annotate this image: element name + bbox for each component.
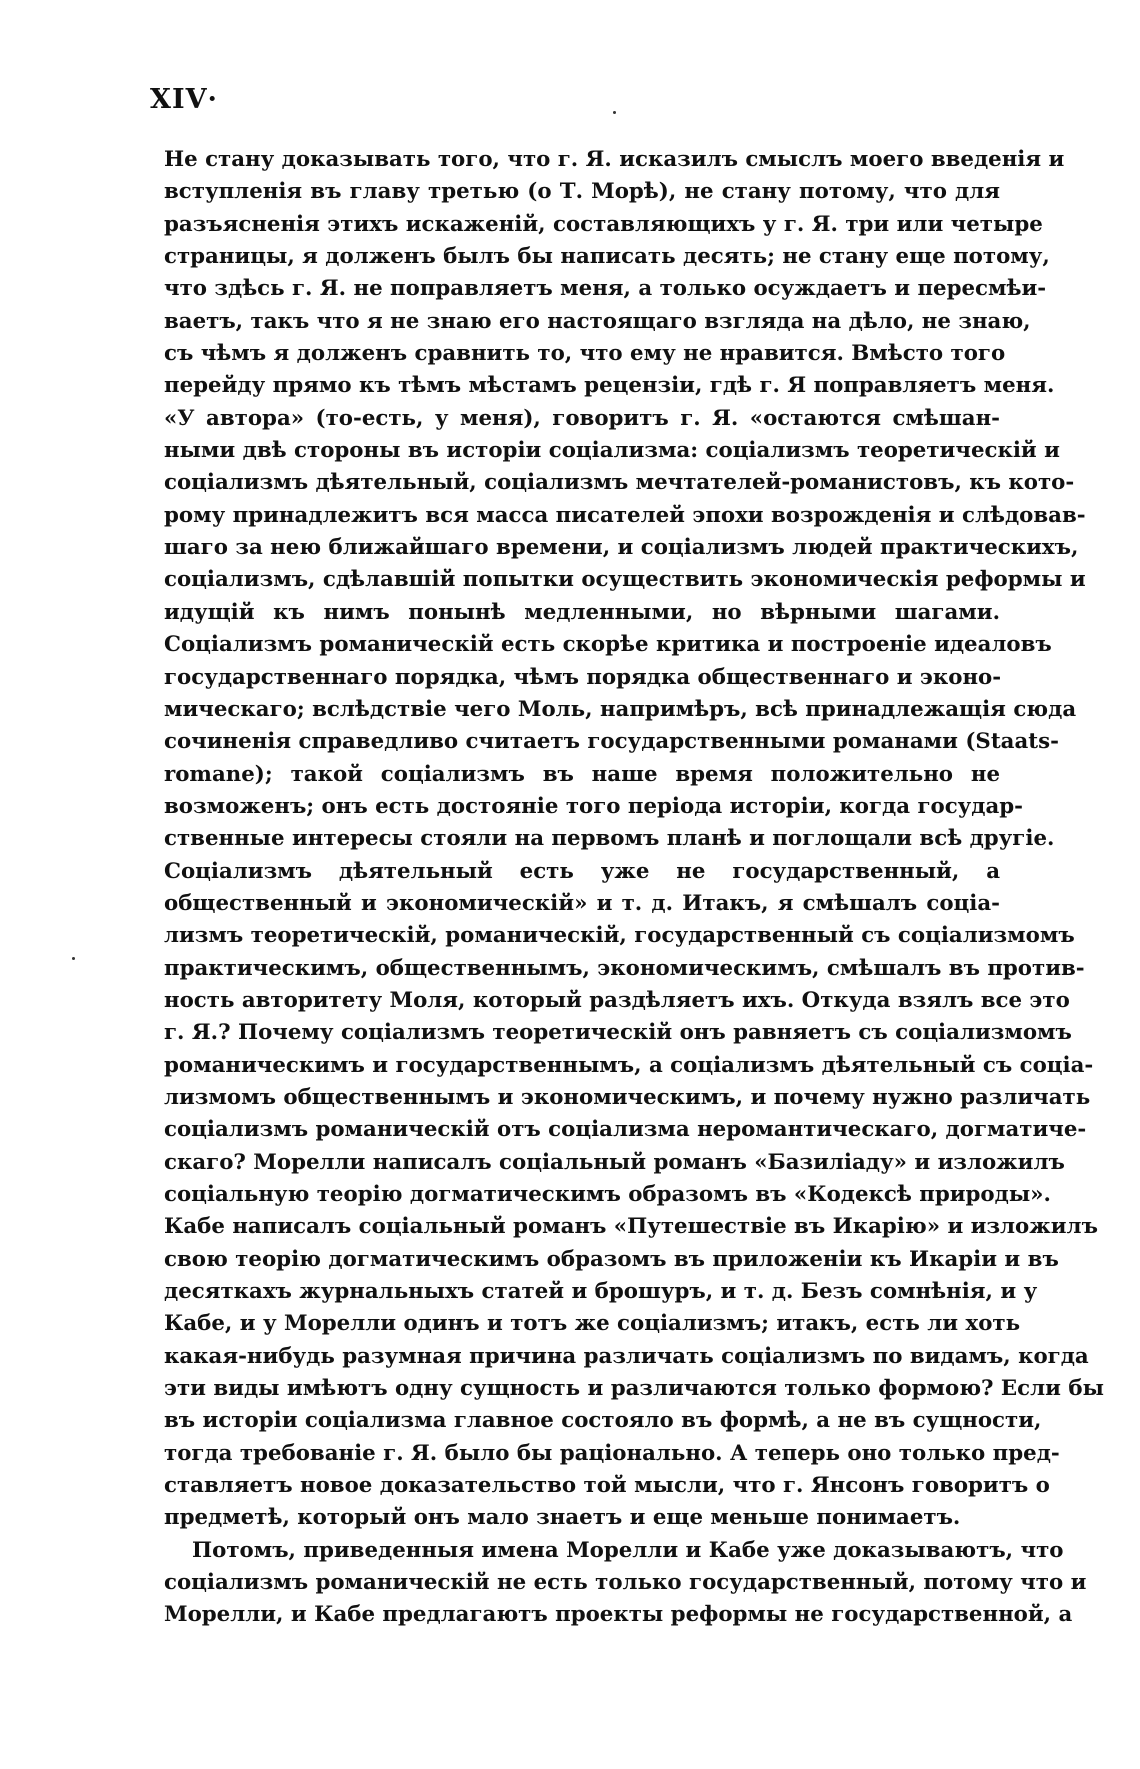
text-line: ставляетъ новое доказательство той мысли, что г. Янсонъ говоритъ о	[164, 1473, 1050, 1499]
ink-speck	[72, 957, 75, 960]
text-line: сочиненія справедливо считаетъ государственными романами (Staats-	[164, 729, 1059, 755]
text-line: перейду прямо къ тѣмъ мѣстамъ рецензіи, гдѣ г. Я поправляетъ меня.	[164, 373, 1055, 399]
text-line: вступленія въ главу третью (о Т. Морѣ), не стану потому, что для	[164, 179, 1000, 205]
text-line: ственные интересы стояли на первомъ планѣ и поглощали всѣ другіе.	[164, 826, 1055, 852]
page-number: XIV·	[150, 84, 218, 115]
text-line: Кабе, и у Морелли одинъ и тотъ же соціализмъ; итакъ, есть ли хоть	[164, 1311, 1021, 1337]
text-line: свою теорію догматическимъ образомъ въ приложеніи къ Икаріи и въ	[164, 1246, 1059, 1272]
text-line: соціализмъ, сдѣлавшій попытки осуществить экономическія реформы и	[164, 567, 1086, 593]
text-line: Не стану доказывать того, что г. Я. исказилъ смыслъ моего введенія и	[164, 147, 1065, 172]
text-line: Соціализмъ романическій есть скорѣе критика и построеніе идеаловъ	[164, 632, 1052, 658]
text-line: государственнаго порядка, чѣмъ порядка общественнаго и эконо-	[164, 664, 1002, 690]
text-line: эти виды имѣютъ одну сущность и различаются только формою? Если бы	[164, 1376, 1104, 1402]
text-line: скаго? Морелли написалъ соціальный романъ «Базиліаду» и изложилъ	[164, 1149, 1065, 1175]
text-line: ваетъ, такъ что я не знаю его настоящаго взгляда на дѣло, не знаю,	[164, 308, 1031, 334]
text-line: общественный и экономическій» и т. д. Итакъ, я смѣшалъ соціа-	[164, 890, 1000, 916]
text-line: шаго за нею ближайшаго времени, и соціализмъ людей практическихъ,	[164, 535, 1079, 561]
text-line: тогда требованіе г. Я. было бы раціонально. А теперь оно только пред-	[164, 1440, 1060, 1466]
text-line: г. Я.? Почему соціализмъ теоретическій онъ равняетъ съ соціализмомъ	[164, 1020, 1072, 1046]
text-line: разъясненія этихъ искаженій, составляющихъ у г. Я. три или четыре	[164, 211, 1043, 237]
text-line: романическимъ и государственнымъ, а соціализмъ дѣятельный съ соціа-	[164, 1052, 1094, 1078]
ink-speck	[613, 111, 616, 114]
text-line: лизмъ теоретическій, романическій, государственный съ соціализмомъ	[164, 923, 1075, 949]
body-text	[164, 144, 1104, 1632]
text-line: рому принадлежитъ вся масса писателей эпохи возрожденія и слѣдовав-	[164, 502, 1086, 528]
text-line: соціализмъ романическій не есть только государственный, потому что и	[164, 1570, 1087, 1596]
text-line: десяткахъ журнальныхъ статей и брошуръ, и т. д. Безъ сомнѣнія, и у	[164, 1279, 1038, 1305]
text-line: мическаго; вслѣдствіе чего Моль, напримѣръ, всѣ принадлежащія сюда	[164, 696, 1077, 722]
text-line: какая-нибудь разумная причина различать соціализмъ по видамъ, когда	[164, 1343, 1089, 1369]
text-line: лизмомъ общественнымъ и экономическимъ, и почему нужно различать	[164, 1084, 1091, 1110]
text-line: возможенъ; онъ есть достояніе того періода исторіи, когда государ-	[164, 793, 1024, 819]
text-line: Соціализмъ дѣятельный есть уже не государственный, а	[164, 858, 1000, 884]
text-line: ность авторитету Моля, который раздѣляетъ ихъ. Откуда взялъ все это	[164, 987, 1070, 1013]
text-line: съ чѣмъ я долженъ сравнить то, что ему не нравится. Вмѣсто того	[164, 341, 1006, 367]
text-line: Кабе написалъ соціальный романъ «Путешествіе въ Икарію» и изложилъ	[164, 1214, 1098, 1240]
text-line: Потомъ, приведенныя имена Морелли и Кабе уже доказываютъ, что	[192, 1537, 1064, 1563]
text-line: «У автора» (то-есть, у меня), говоритъ г. Я. «остаются смѣшан-	[164, 405, 1000, 431]
text-line: въ исторіи соціализма главное состояло въ формѣ, а не въ сущности,	[164, 1408, 1042, 1434]
text-line: соціальную теорію догматическимъ образомъ въ «Кодексѣ природы».	[164, 1182, 1051, 1207]
text-line: практическимъ, общественнымъ, экономическимъ, смѣшалъ въ против-	[164, 955, 1085, 981]
text-line: что здѣсь г. Я. не поправляетъ меня, а только осуждаетъ и пересмѣи-	[164, 276, 1047, 302]
text-line: предметѣ, который онъ мало знаетъ и еще меньше понимаетъ.	[164, 1505, 961, 1531]
text-line: страницы, я долженъ былъ бы написать десять; не стану еще потому,	[164, 244, 1050, 270]
text-line: Морелли, и Кабе предлагаютъ проекты реформы не государственной, а	[164, 1602, 1073, 1628]
text-line: соціализмъ дѣятельный, соціализмъ мечтателей-романистовъ, къ кото-	[164, 470, 1075, 496]
text-line: идущій къ нимъ понынѣ медленными, но вѣрными шагами.	[164, 599, 1000, 625]
text-line: romane); такой соціализмъ въ наше время положительно не	[164, 761, 1000, 787]
text-line: ными двѣ стороны въ исторіи соціализма: соціализмъ теоретическій и	[164, 438, 1060, 464]
text-line: соціализмъ романическій отъ соціализма неромантическаго, догматиче-	[164, 1117, 1087, 1143]
